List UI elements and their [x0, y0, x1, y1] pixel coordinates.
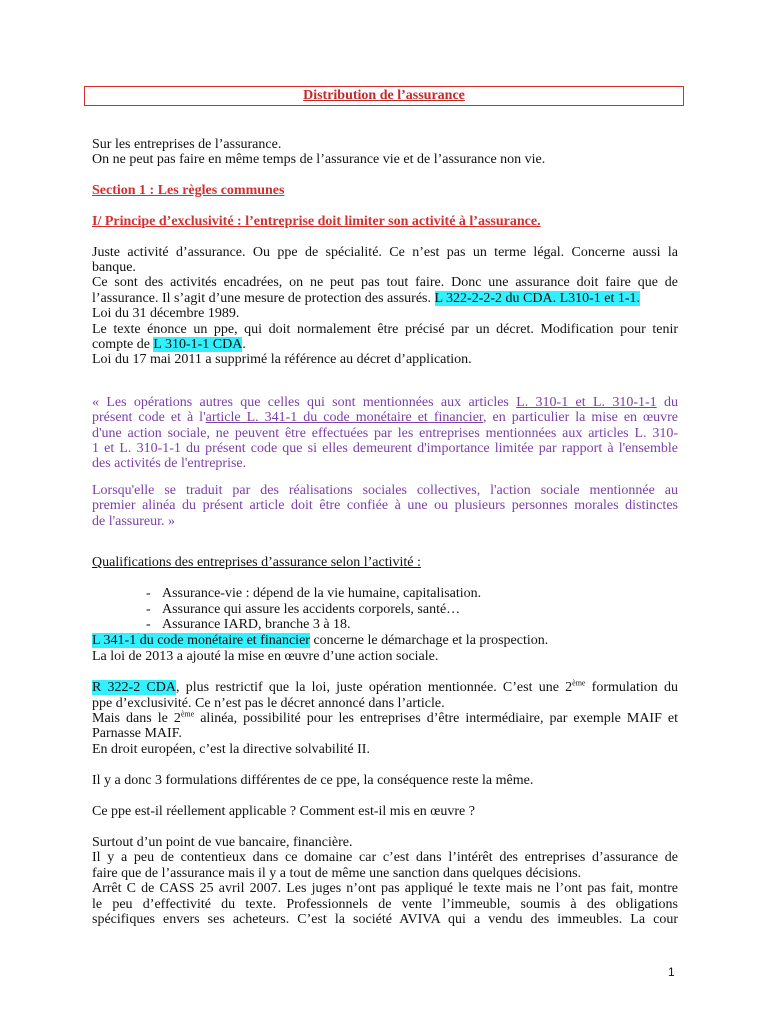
para3-line-3-end: alinéa, possibilité pour les entreprises d’être intermédiaire, par exemple MAIF et [194, 711, 679, 726]
para3-line-1-end: formulation du [585, 680, 678, 695]
page-number: 1 [668, 965, 675, 979]
intro-line-2: On ne peut pas faire en même temps de l’assurance vie et de l’assurance non vie. [92, 152, 546, 167]
section-heading: Section 1 : Les règles communes [92, 183, 285, 198]
legal-reference-highlight: L 310-1-1 CDA [153, 337, 243, 352]
superscript: ème [572, 678, 586, 688]
article-link-l341[interactable]: article L. 341-1 du code monétaire et financier [205, 410, 484, 425]
para6-line-3: faire que de l’assurance mais il y a tout de même une sanction dans quelques décisions. [92, 866, 582, 881]
intro-line-1: Sur les entreprises de l’assurance. [92, 137, 282, 152]
para1-line-7-end: . [242, 337, 246, 352]
para1-line-4 [92, 291, 678, 307]
para3-line-5: En droit européen, c’est la directive solvabilité II. [92, 742, 370, 757]
legal-reference-highlight: L 341-1 du code monétaire et financier [92, 633, 310, 648]
para2-line-2: La loi de 2013 a ajouté la mise en œuvre d’une action sociale. [92, 649, 439, 664]
para1-line-3: Ce sont des activités encadrées, on ne peut pas tout faire. Donc une assurance doit faire que de [92, 275, 678, 290]
para2-line-1 [92, 633, 678, 649]
superscript: ème [180, 709, 195, 719]
para3-line-1-text: , plus restrictif que la loi, juste opération mentionnée. C’est une 2 [176, 680, 573, 695]
para3-line-1 [92, 680, 678, 696]
quote-line-2 [92, 410, 678, 426]
bullet-dash: - [146, 602, 151, 617]
para1-line-5: Loi du 31 décembre 1989. [92, 306, 240, 321]
bullet-text: Assurance qui assure les accidents corporels, santé… [162, 602, 461, 617]
bullet-text: Assurance IARD, branche 3 à 18. [162, 617, 351, 632]
quote-line-7: premier alinéa du présent article doit être confiée à une ou plusieurs personnes morales distinctes [92, 498, 678, 513]
quote-line-1 [92, 395, 678, 411]
quote-line-1-text: « Les opérations autres que celles qui sont mentionnées aux articles [92, 395, 517, 410]
para3-line-3-text: Mais dans le 2 [92, 711, 181, 726]
para3-line-4: Parnasse MAIF. [92, 726, 182, 741]
para5: Ce ppe est-il réellement applicable ? Comment est-il mis en œuvre ? [92, 804, 475, 819]
para1-line-8: Loi du 17 mai 2011 a supprimé la référence au décret d’application. [92, 352, 472, 367]
para3-line-2: ppe d’exclusivité. Ce n’est pas le décret annoncé dans l’article. [92, 696, 445, 711]
quote-line-3: d'une action sociale, ne peuvent être effectuées par les entreprises mentionnées aux articles L. 310- [92, 426, 678, 441]
legal-reference-highlight: L 322-2-2-2 du CDA. L310-1 et 1-1. [434, 291, 641, 306]
bullet-dash: - [146, 617, 151, 632]
quote-line-8: de l'assureur. » [92, 514, 176, 529]
para4: Il y a donc 3 formulations différentes de ce ppe, la conséquence reste la même. [92, 773, 534, 788]
qualification-heading: Qualifications des entreprises d’assurance selon l’activité : [92, 555, 421, 570]
para1-line-4-text: l’assurance. Il s’agit d’une mesure de protection des assurés. [92, 291, 435, 306]
para1-line-1: Juste activité d’assurance. Ou ppe de spécialité. Ce n’est pas un terme légal. Concerne aussi la [92, 245, 678, 260]
quote-line-6: Lorsqu'elle se traduit par des réalisations sociales collectives, l'action sociale mentionnée au [92, 483, 678, 498]
document-title: Distribution de l’assurance [303, 88, 465, 103]
document-title-box [84, 86, 684, 106]
quote-line-2-text: présent code et à l' [92, 410, 206, 425]
article-link-l310[interactable]: L. 310-1 et L. 310-1-1 [516, 395, 657, 410]
quote-line-1-end: du [656, 395, 678, 410]
quote-line-5: des activités de l'entreprise. [92, 456, 247, 471]
para6-line-2: Il y a peu de contentieux dans ce domaine car c’est dans l’intérêt des entreprises d’assurance de [92, 850, 678, 865]
para3-line-3 [92, 711, 678, 727]
para2-line-1-text: concerne le démarchage et la prospection. [309, 633, 549, 648]
quote-line-4: 1 et L. 310-1-1 du présent code que si elles demeurent d'importance limitée par rapport à l'ensemble [92, 441, 678, 456]
para6-line-5: le peu d’effectivité du texte. Professionnels de vente l’immeuble, soumis à des obligations [92, 897, 678, 912]
para1-line-6: Le texte énonce un ppe, qui doit normalement être précisé par un décret. Modification pour tenir [92, 322, 678, 337]
legal-reference-highlight: R 322-2 CDA [92, 680, 176, 695]
para6-line-6: spécifiques envers ses acheteurs. C’est la société AVIVA qui a vendu des immeubles. La cour [92, 912, 678, 927]
para6-line-1: Surtout d’un point de vue bancaire, financière. [92, 835, 353, 850]
para6-line-4: Arrêt C de CASS 25 avril 2007. Les juges n’ont pas appliqué le texte mais ne l’ont pas fait, montre [92, 881, 678, 896]
quote-line-2-end: , en particulier la mise en œuvre [483, 410, 679, 425]
bullet-text: Assurance-vie : dépend de la vie humaine, capitalisation. [162, 586, 482, 601]
para1-line-7-text: compte de [92, 337, 154, 352]
subsection-heading: I/ Principe d’exclusivité : l’entreprise doit limiter son activité à l’assurance. [92, 214, 541, 229]
para1-line-7 [92, 337, 678, 353]
para1-line-2: banque. [92, 260, 136, 275]
bullet-dash: - [146, 586, 151, 601]
